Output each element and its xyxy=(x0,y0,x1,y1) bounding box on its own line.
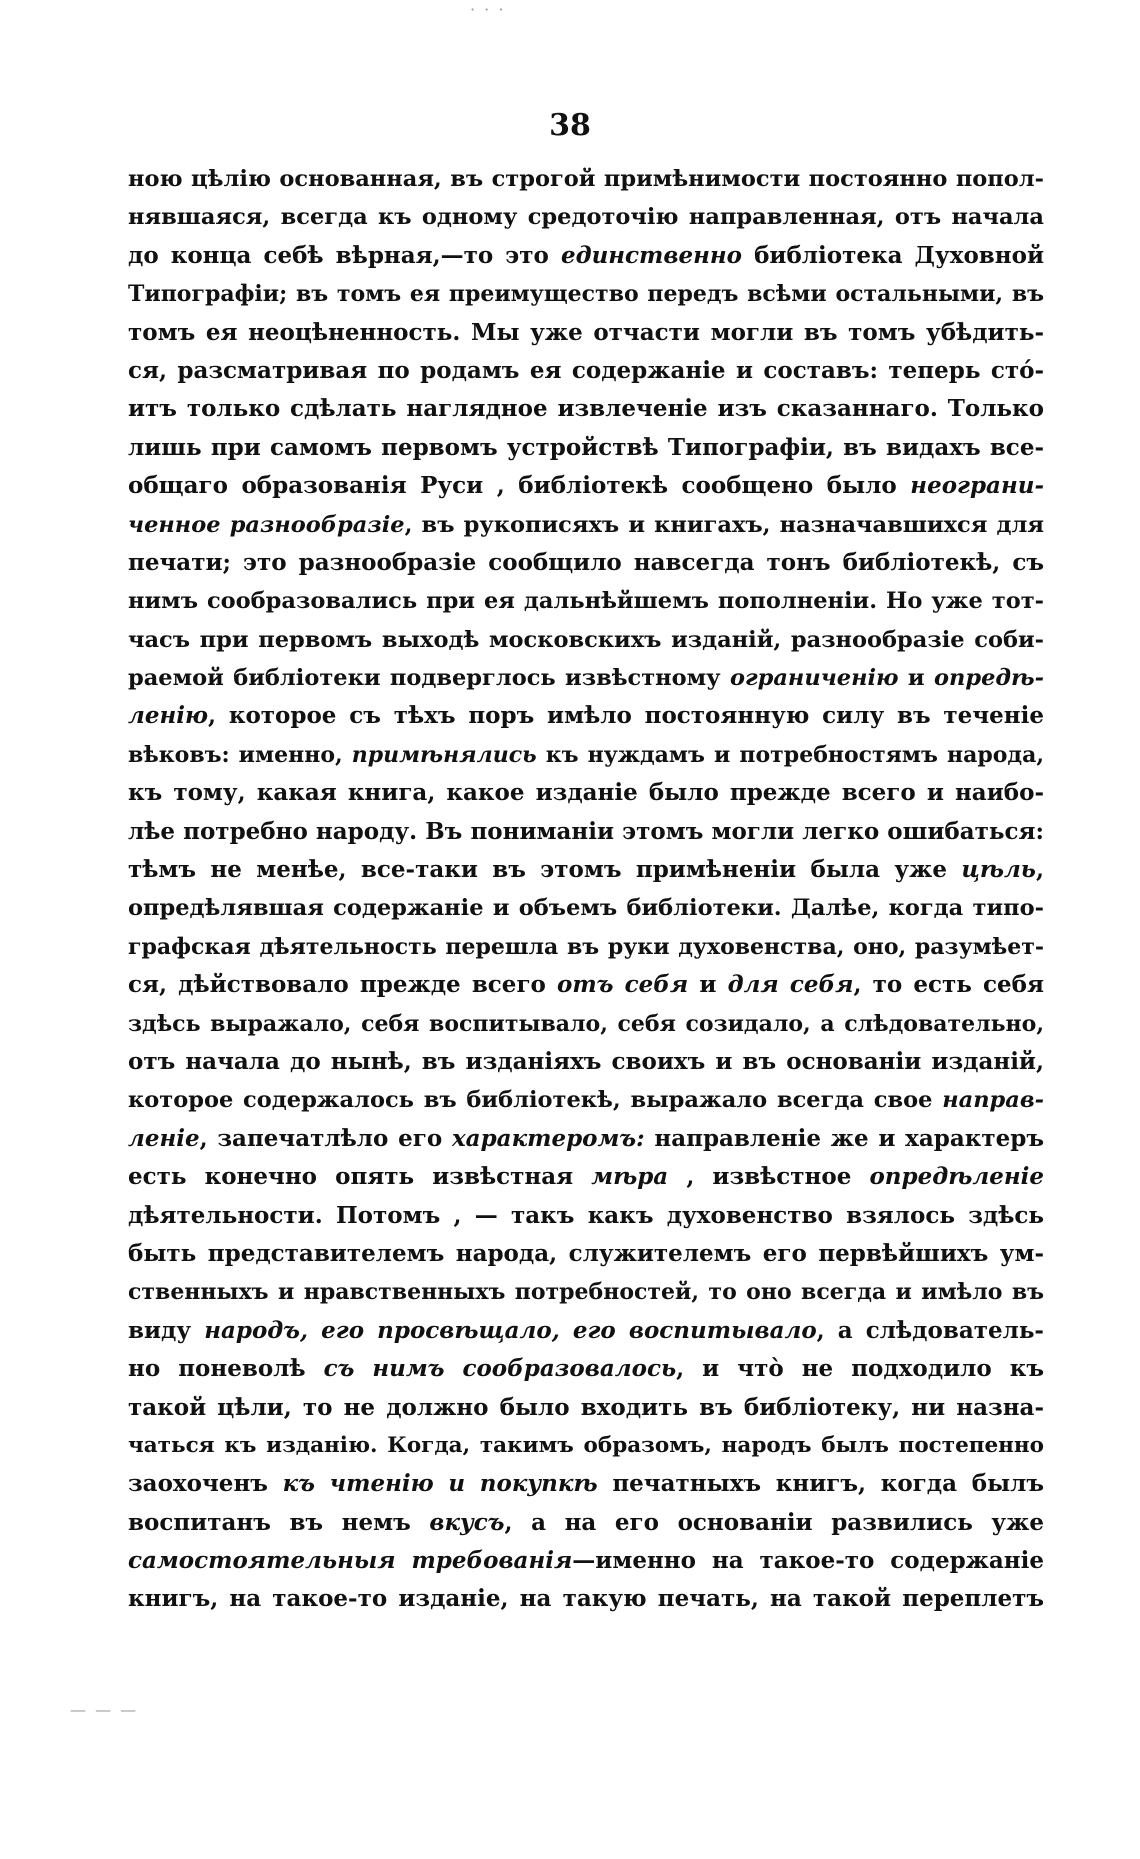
text-line xyxy=(128,697,1044,735)
text-segment: книгъ, на такое-то изданіе, на такую печать, на такой переплетъ xyxy=(128,1585,1044,1613)
text-segment: виду xyxy=(128,1316,205,1344)
text-segment: и xyxy=(688,971,728,999)
text-line xyxy=(128,1580,1044,1618)
text-line xyxy=(128,1158,1044,1196)
text-segment: библіотека Духовной xyxy=(742,241,1044,269)
text-line xyxy=(128,1465,1044,1503)
text-segment: лишь при самомъ первомъ устройствѣ Типографіи, въ видахъ все- xyxy=(128,433,1044,461)
text-body xyxy=(128,160,1044,1619)
text-line xyxy=(128,1427,1044,1465)
text-segment: ственныхъ и нравственныхъ потребностей, то оно всегда и имѣло въ xyxy=(128,1279,1044,1306)
text-segment: но поневолѣ xyxy=(128,1355,324,1383)
text-segment: воспитанъ въ немъ xyxy=(128,1508,430,1536)
emphasized-text: опредѣленіе xyxy=(869,1163,1044,1191)
emphasized-text: цѣль xyxy=(961,856,1036,884)
text-segment: , то есть себя xyxy=(853,971,1044,999)
text-line xyxy=(128,467,1044,505)
text-line xyxy=(128,736,1044,774)
text-segment: къ тому, какая книга, какое изданіе было прежде всего и наибо- xyxy=(128,779,1044,807)
text-line xyxy=(128,966,1044,1004)
emphasized-text: характеромъ: xyxy=(451,1124,645,1152)
text-line xyxy=(128,237,1044,275)
emphasized-text: опредѣ- xyxy=(933,665,1044,692)
text-line xyxy=(128,1389,1044,1427)
text-line xyxy=(128,390,1044,428)
text-segment: лѣе потребно народу. Въ пониманіи этомъ могли легко ошибаться: xyxy=(128,817,1044,845)
emphasized-text: народъ, его просвѣщало, его воспитывало xyxy=(204,1316,817,1344)
text-segment: вѣковъ: именно, xyxy=(128,741,352,768)
emphasized-text: для себя xyxy=(727,971,854,999)
text-segment: часъ при первомъ выходѣ московскихъ изданій, разнообразіе соби- xyxy=(128,626,1044,653)
text-segment: , которое съ тѣхъ поръ имѣло постоянную силу въ теченіе xyxy=(208,702,1044,730)
text-segment: —именно на такое-то содержаніе xyxy=(572,1547,1044,1575)
text-line xyxy=(128,1197,1044,1235)
text-segment: , а на его основаніи развились уже xyxy=(504,1508,1044,1536)
text-line xyxy=(128,1273,1044,1311)
text-segment: чаться къ изданію. Когда, такимъ образомъ, народъ былъ постепенно xyxy=(128,1432,1044,1458)
text-line xyxy=(128,1350,1044,1388)
text-segment: нимъ сообразовались при ея дальнѣйшемъ пополненіи. Но уже тот- xyxy=(128,588,1044,615)
text-line xyxy=(128,851,1044,889)
emphasized-text: леніе xyxy=(128,1124,200,1152)
emphasized-text: отъ себя xyxy=(557,971,689,999)
text-segment: , въ рукописяхъ и книгахъ, назначавшихся для xyxy=(404,511,1044,538)
text-segment: и xyxy=(898,665,934,692)
scan-mark-top: · · · xyxy=(470,0,506,19)
text-line xyxy=(128,198,1044,236)
emphasized-text: ленію xyxy=(128,702,209,730)
text-line xyxy=(128,1120,1044,1158)
text-segment: заохоченъ xyxy=(128,1470,283,1498)
emphasized-text: ченное разнообразіе xyxy=(128,511,405,538)
text-segment: , xyxy=(1035,856,1044,884)
emphasized-text: къ чтенію и покупкѣ xyxy=(282,1470,598,1498)
emphasized-text: единственно xyxy=(560,241,743,269)
emphasized-text: самостоятельныя требованія xyxy=(128,1547,573,1575)
text-segment: ною цѣлію основанная, въ строгой примѣнимости постоянно попол- xyxy=(128,166,1044,192)
text-segment: отъ начала до нынѣ, въ изданіяхъ своихъ и въ основаніи изданій, xyxy=(128,1047,1044,1075)
text-line xyxy=(128,813,1044,851)
text-segment: графская дѣятельность перешла въ руки духовенства, оно, разумѣет- xyxy=(128,933,1044,960)
text-segment: есть конечно опять извѣстная xyxy=(128,1163,592,1191)
text-segment: общаго образованія Руси , библіотекѣ сообщено было xyxy=(128,472,911,500)
text-line xyxy=(128,160,1044,198)
text-line xyxy=(128,544,1044,582)
emphasized-text: примѣнялись xyxy=(351,741,537,768)
text-line xyxy=(128,352,1044,390)
page-number: 38 xyxy=(549,108,591,143)
text-segment: , и что̀ не подходило къ xyxy=(676,1355,1044,1383)
text-segment: итъ только сдѣлать наглядное извлеченіе изъ сказаннаго. Только xyxy=(128,395,1044,423)
text-segment: тѣмъ не менѣе, все-таки въ этомъ примѣненіи была уже xyxy=(128,856,962,884)
text-segment: , запечатлѣло его xyxy=(199,1124,452,1152)
emphasized-text: вкусъ xyxy=(429,1508,505,1536)
text-line xyxy=(128,1504,1044,1542)
text-segment: печатныхъ книгъ, когда былъ xyxy=(597,1470,1044,1498)
text-segment: раемой библіотеки подверглось извѣстному xyxy=(128,665,730,692)
text-line xyxy=(128,928,1044,966)
emphasized-text: съ нимъ сообразовалось xyxy=(323,1355,677,1383)
emphasized-text: направ- xyxy=(942,1087,1044,1114)
text-line xyxy=(128,1542,1044,1580)
text-segment: которое содержалось въ библіотекѣ, выражало всегда свое xyxy=(128,1087,943,1114)
text-segment: ся, дѣйствовало прежде всего xyxy=(128,971,558,999)
text-segment: направленіе же и характеръ xyxy=(644,1124,1044,1152)
text-line xyxy=(128,1043,1044,1081)
text-line xyxy=(128,582,1044,620)
text-segment: , извѣстное xyxy=(668,1163,870,1191)
text-line xyxy=(128,429,1044,467)
scan-mark-left: — — — xyxy=(70,1700,139,1719)
text-segment: ся, разсматривая по родамъ ея содержаніе и составъ: теперь сто́- xyxy=(128,356,1044,384)
text-line xyxy=(128,1235,1044,1273)
text-segment: такой цѣли, то не должно было входить въ библіотеку, ни назна- xyxy=(128,1393,1044,1421)
text-segment: опредѣлявшая содержаніе и объемъ библіотеки. Далѣе, когда типо- xyxy=(128,895,1044,922)
text-line xyxy=(128,889,1044,927)
text-segment: томъ ея неоцѣненность. Мы уже отчасти могли въ томъ убѣдить- xyxy=(128,318,1044,346)
emphasized-text: ограниченію xyxy=(729,665,899,692)
text-segment: быть представителемъ народа, служителемъ его первѣйшихъ ум- xyxy=(128,1239,1044,1267)
text-line xyxy=(128,275,1044,313)
text-segment: , а слѣдователь- xyxy=(816,1316,1044,1344)
text-segment: дѣятельности. Потомъ , — такъ какъ духовенство взялось здѣсь xyxy=(128,1201,1044,1229)
text-line xyxy=(128,1312,1044,1350)
text-segment: до конца себѣ вѣрная,—то это xyxy=(128,241,561,269)
text-segment: здѣсь выражало, себя воспитывало, себя созидало, а слѣдовательно, xyxy=(128,1010,1044,1037)
text-line xyxy=(128,659,1044,697)
text-segment: нявшаяся, всегда къ одному средоточію направленная, отъ начала xyxy=(128,204,1044,231)
emphasized-text: мѣра xyxy=(591,1163,669,1191)
text-segment: печати; это разнообразіе сообщило навсегда тонъ библіотекѣ, съ xyxy=(128,548,1044,576)
text-line xyxy=(128,1081,1044,1119)
text-line xyxy=(128,1005,1044,1043)
text-segment: къ нуждамъ и потребностямъ народа, xyxy=(536,741,1044,768)
emphasized-text: неограни- xyxy=(910,472,1044,500)
text-line xyxy=(128,621,1044,659)
text-segment: Типографіи; въ томъ ея преимущество передъ всѣми остальными, въ xyxy=(128,281,1044,308)
text-line xyxy=(128,314,1044,352)
text-line xyxy=(128,774,1044,812)
text-line xyxy=(128,506,1044,544)
